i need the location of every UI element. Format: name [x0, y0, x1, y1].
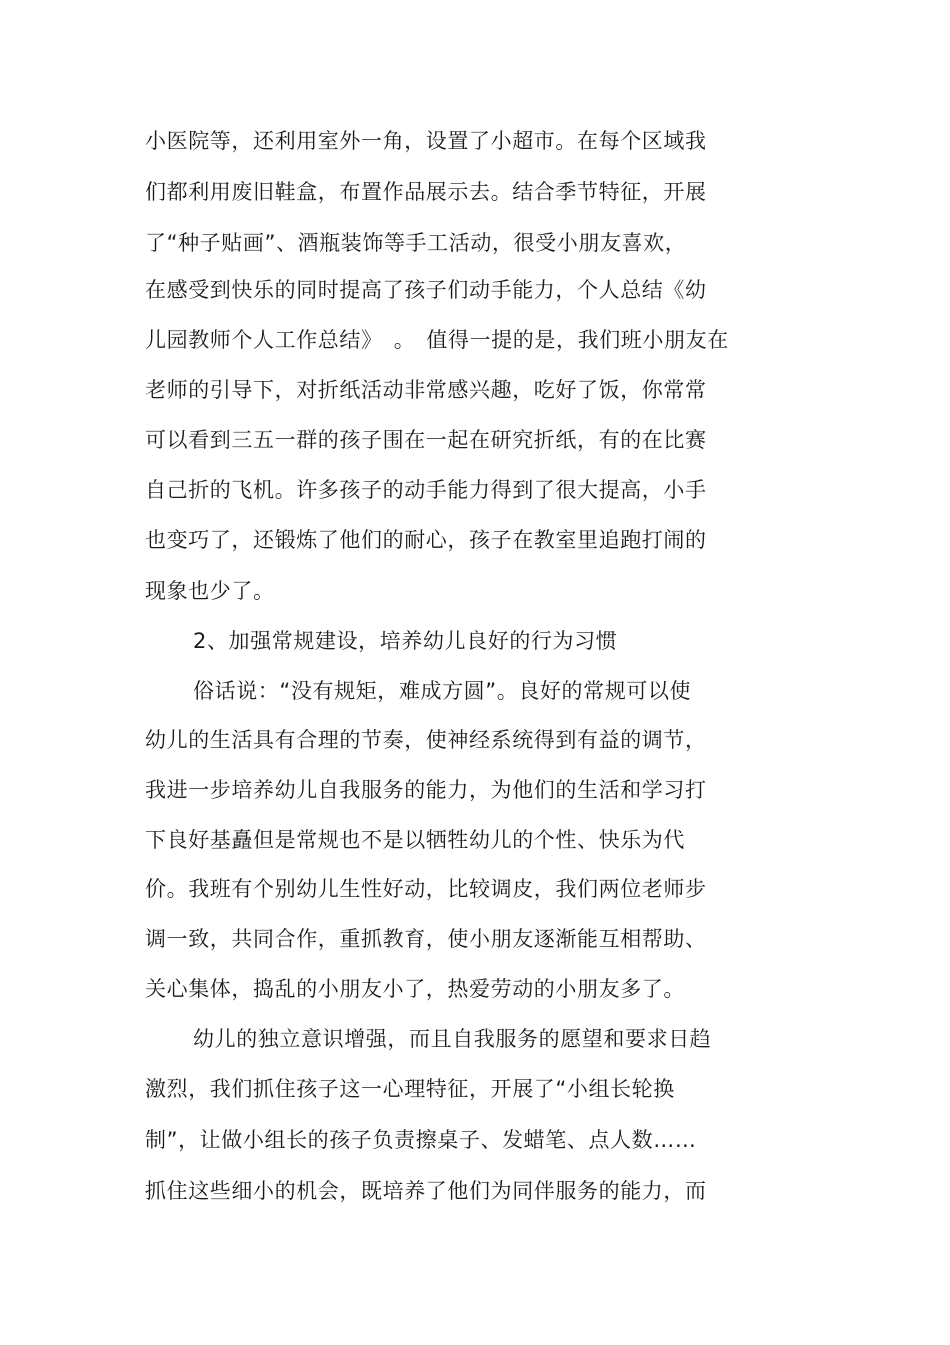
text-line: 关心集体，捣乱的小朋友小了，热爱劳动的小朋友多了。	[145, 977, 685, 1001]
text-line: 们都利用废旧鞋盒，布置作品展示去。结合季节特征，开展	[145, 180, 707, 204]
text-line: 在感受到快乐的同时提高了孩子们动手能力，个人总结《幼	[145, 278, 707, 302]
text-line: 我进一步培养幼儿自我服务的能力，为他们的生活和学习打	[145, 778, 707, 802]
text-line: 幼儿的独立意识增强，而且自我服务的愿望和要求日趋	[193, 1027, 712, 1051]
text-line: 俗话说：“没有规矩，难成方圆”。良好的常规可以使	[193, 679, 692, 703]
text-line: 制”，让做小组长的孩子负责擦桌子、发蜡笔、点人数……	[145, 1128, 697, 1152]
text-line: 了“种子贴画”、酒瓶装饰等手工活动，很受小朋友喜欢，	[145, 231, 687, 255]
text-line: 可以看到三五一群的孩子围在一起在研究折纸，有的在比赛	[145, 428, 707, 452]
text-line: 也变巧了，还锻炼了他们的耐心，孩子在教室里追跑打闹的	[145, 528, 707, 552]
text-line: 儿园教师个人工作总结》 。 值得一提的是，我们班小朋友在	[145, 328, 729, 352]
text-line: 老师的引导下，对折纸活动非常感兴趣，吃好了饭，你常常	[145, 378, 707, 402]
text-line: 现象也少了。	[145, 579, 275, 603]
text-line: 价。我班有个别幼儿生性好动，比较调皮，我们两位老师步	[145, 877, 707, 901]
text-line: 幼儿的生活具有合理的节奏，使神经系统得到有益的调节，	[145, 728, 707, 752]
text-line: 激烈，我们抓住孩子这一心理特征，开展了“小组长轮换	[145, 1077, 675, 1101]
text-line: 下良好基矗但是常规也不是以牺牲幼儿的个性、快乐为代	[145, 828, 685, 852]
text-line: 抓住这些细小的机会，既培养了他们为同伴服务的能力，而	[145, 1179, 707, 1203]
text-line: 调一致，共同合作，重抓教育，使小朋友逐渐能互相帮助、	[145, 927, 707, 951]
section-heading: 2、加强常规建设，培养幼儿良好的行为习惯	[193, 629, 618, 653]
text-line: 自己折的飞机。许多孩子的动手能力得到了很大提高，小手	[145, 478, 707, 502]
text-line: 小医院等，还利用室外一角，设置了小超市。在每个区域我	[145, 129, 707, 153]
